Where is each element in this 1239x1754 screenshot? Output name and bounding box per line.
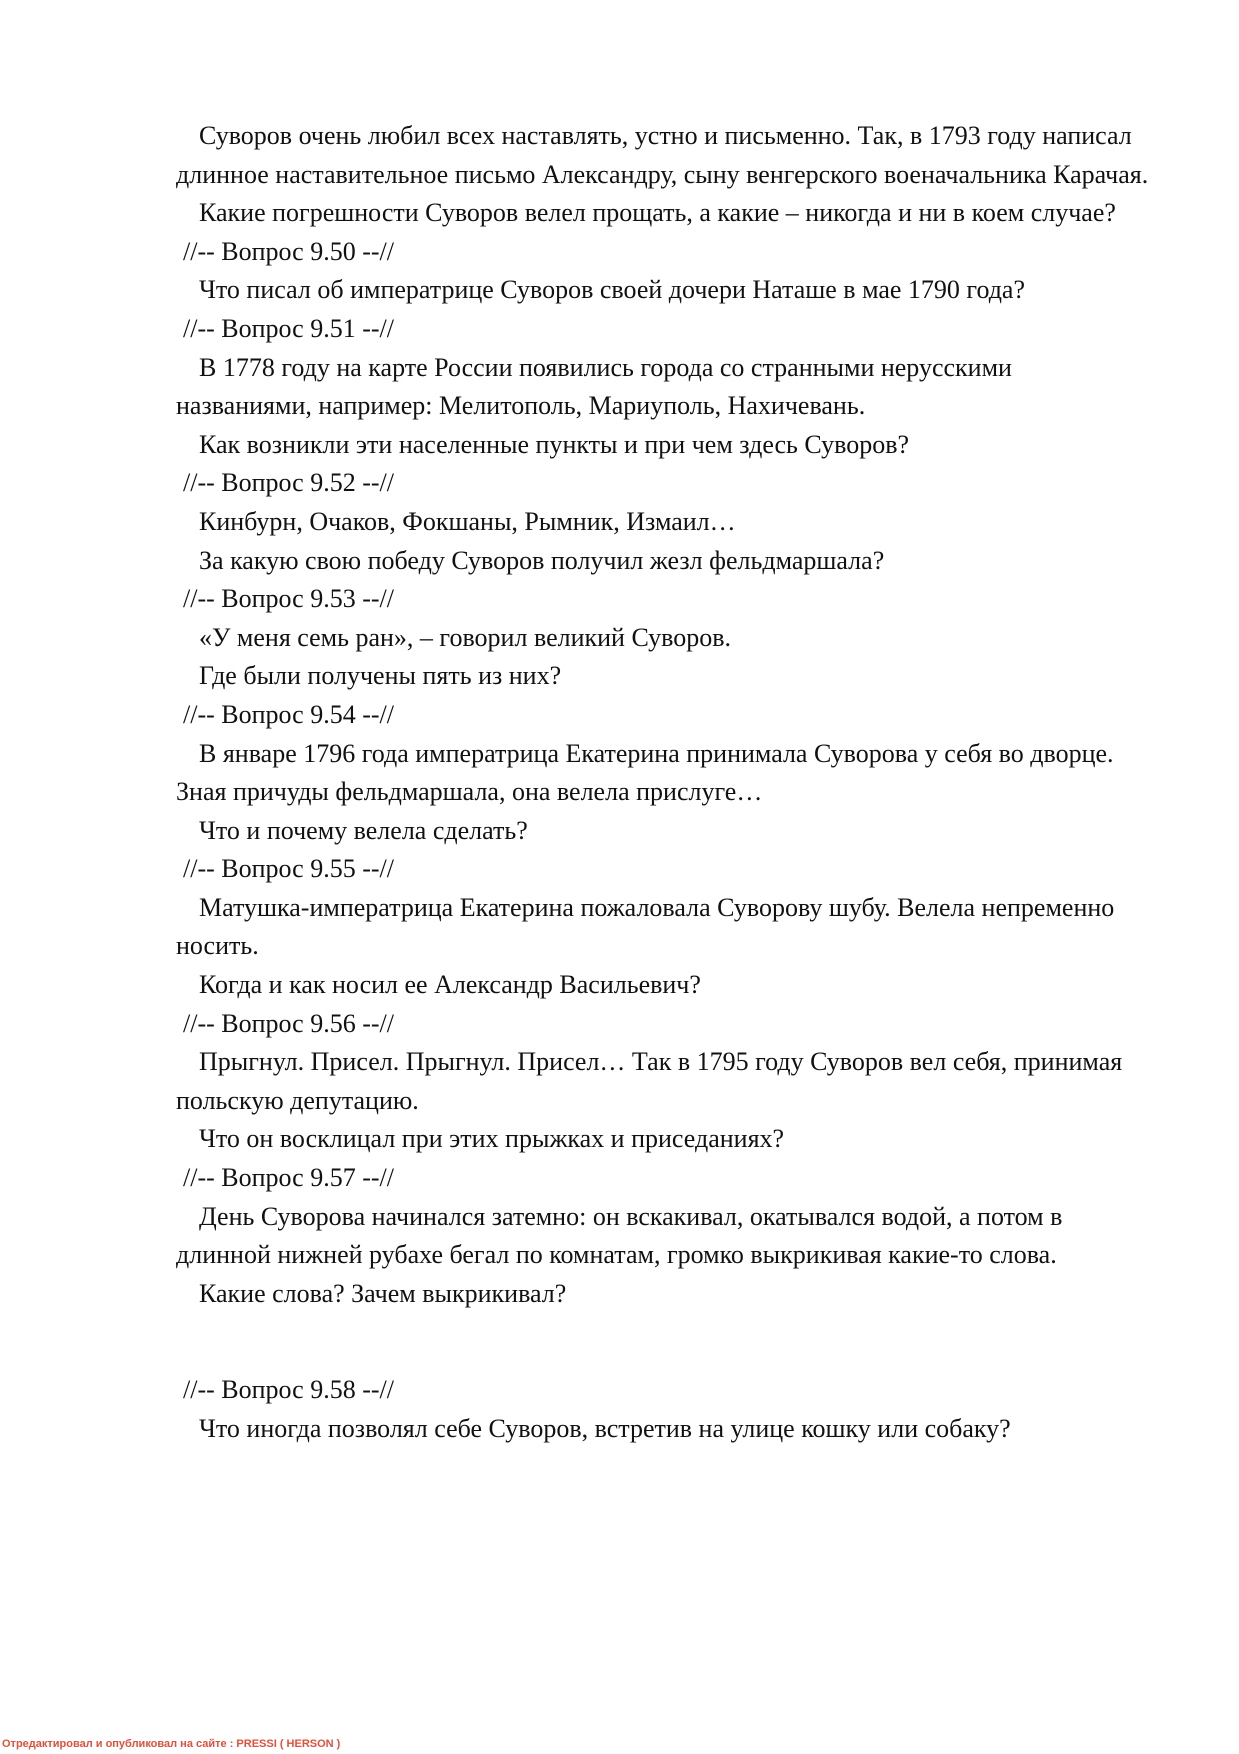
paragraph: Что иногда позволял себе Суворов, встретив на улице кошку или собаку? xyxy=(199,1414,1011,1443)
question-marker: //-- Вопрос 9.51 --// xyxy=(183,313,394,343)
paragraph: Какие слова? Зачем выкрикивал? xyxy=(199,1278,567,1308)
paragraph-gap xyxy=(176,1313,1151,1371)
paragraph: Кинбурн, Очаков, Фокшаны, Рымник, Измаил… xyxy=(199,506,736,536)
paragraph: Суворов очень любил всех наставлять, устно и письменно. Так, в 1793 году написал длинное наставительное письмо Александру, сыну венгерского военачальника Карачая. xyxy=(176,121,1149,189)
paragraph: День Суворова начинался затемно: он вскакивал, окатывался водой, а потом в длинной нижней рубахе бегал по комнатам, громко выкрикивая какие-то слова. xyxy=(176,1201,1063,1270)
paragraph: Матушка-императрица Екатерина пожаловала Суворову шубу. Велела непременно носить. xyxy=(176,892,1115,961)
document-body xyxy=(176,117,1151,1449)
paragraph: Где были получены пять из них? xyxy=(199,661,562,691)
question-marker: //-- Вопрос 9.58 --// xyxy=(183,1375,394,1405)
paragraph: Когда и как носил ее Александр Васильевич? xyxy=(199,970,701,1000)
footer-watermark: Отредактировал и опубликовал на сайте : PRESSI ( HERSON ) xyxy=(2,1738,341,1750)
paragraph: Что он восклицал при этих прыжках и приседаниях? xyxy=(199,1124,785,1154)
paragraph: В январе 1796 года императрица Екатерина принимала Суворова у себя во дворце. Зная причуды фельдмаршала, она велела прислуге… xyxy=(176,738,1114,807)
paragraph: Прыгнул. Присел. Прыгнул. Присел… Так в 1795 году Суворов вел себя, принимая польскую депутацию. xyxy=(176,1047,1123,1115)
paragraph: Что и почему велела сделать? xyxy=(199,815,528,845)
question-marker: //-- Вопрос 9.56 --// xyxy=(183,1008,394,1038)
question-marker: //-- Вопрос 9.57 --// xyxy=(183,1163,394,1193)
question-marker: //-- Вопрос 9.54 --// xyxy=(183,699,394,729)
paragraph: Что писал об императрице Суворов своей дочери Наташе в мае 1790 года? xyxy=(199,275,1026,305)
question-marker: //-- Вопрос 9.50 --// xyxy=(183,236,394,266)
question-marker: //-- Вопрос 9.53 --// xyxy=(183,584,394,614)
paragraph: В 1778 году на карте России появились города со странными нерусскими названиями, например: Мелитополь, Мариуполь, Нахичевань. xyxy=(176,352,1012,421)
question-marker: //-- Вопрос 9.55 --// xyxy=(183,854,394,884)
paragraph: Как возникли эти населенные пункты и при чем здесь Суворов? xyxy=(199,429,910,459)
paragraph: «У меня семь ран», – говорил великий Суворов. xyxy=(199,622,732,652)
paragraph: Какие погрешности Суворов велел прощать, а какие – никогда и ни в коем случае? xyxy=(199,198,1116,228)
question-marker: //-- Вопрос 9.52 --// xyxy=(183,468,394,498)
paragraph: За какую свою победу Суворов получил жезл фельдмаршала? xyxy=(199,545,885,575)
